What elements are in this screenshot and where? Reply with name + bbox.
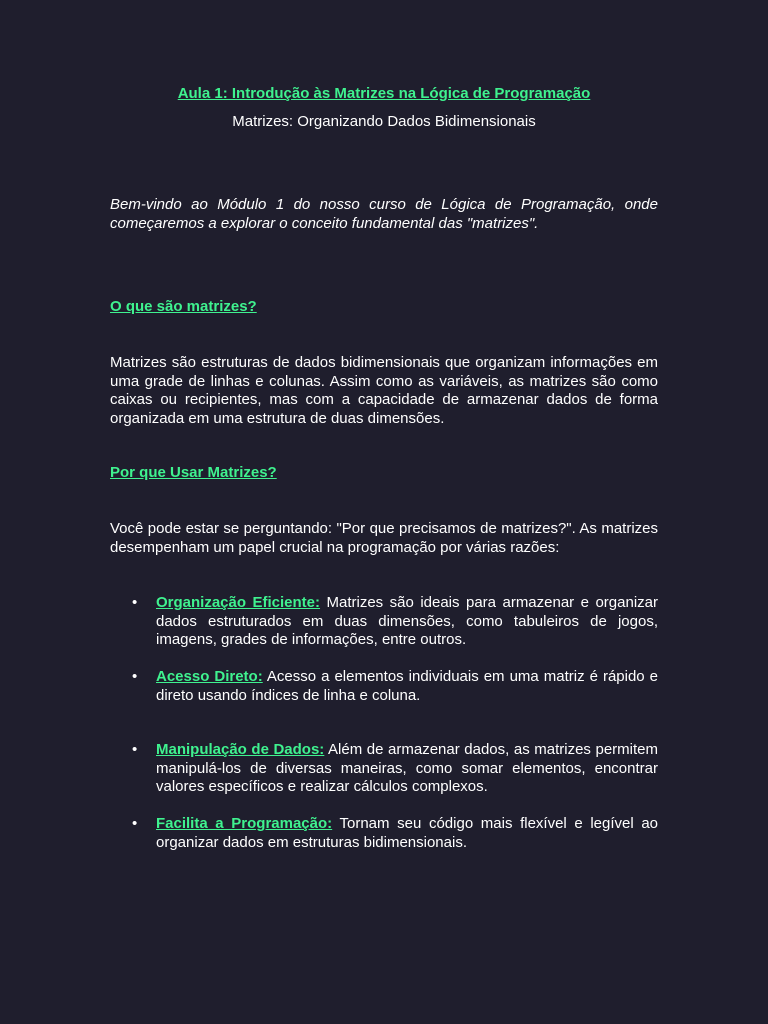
bullet-icon: • — [132, 741, 138, 758]
intro-paragraph: Bem-vindo ao Módulo 1 do nosso curso de Lógica de Programação, onde começaremos a explorar o conceito fundamental das "matrizes". — [110, 196, 658, 232]
list-item-text: Além de armazenar dados, as matrizes permitem manipulá-los de diversas maneiras, como somar elementos, encontrar valores específicos e realizar cálculos complexos. — [156, 741, 659, 795]
list-item — [132, 741, 659, 797]
section-body-why-use-matrices: Você pode estar se perguntando: "Por que precisamos de matrizes?". As matrizes desempenham um papel crucial na programação por várias razões: — [110, 520, 658, 556]
list-item-term: Organização Eficiente: — [156, 594, 321, 611]
list-item-term: Manipulação de Dados: — [156, 741, 325, 758]
section-heading-why-use-matrices: Por que Usar Matrizes? — [110, 464, 277, 481]
bullet-icon: • — [132, 815, 138, 832]
bullet-icon: • — [132, 668, 138, 685]
list-item — [132, 594, 658, 650]
list-item-text: Tornam seu código mais flexível e legível ao organizar dados em estruturas bidimensionais. — [156, 815, 659, 851]
bullet-icon: • — [132, 594, 138, 611]
list-item — [132, 668, 658, 705]
section-body-what-are-matrices: Matrizes são estruturas de dados bidimensionais que organizam informações em uma grade de linhas e colunas. Assim como as variáveis, as matrizes são como caixas ou recipientes, mas com a capacidade de armazenar dados de forma organizada em uma estrutura de duas dimensões. — [110, 354, 658, 427]
list-item-text: Matrizes são ideais para armazenar e organizar dados estruturados em duas dimensões, como tabuleiros de jogos, imagens, grades de informações, entre outros. — [156, 594, 658, 648]
list-item-term: Acesso Direto: — [156, 668, 263, 685]
list-item-text: Acesso a elementos individuais em uma matriz é rápido e direto usando índices de linha e coluna. — [156, 668, 658, 704]
list-item — [132, 815, 659, 852]
section-heading-what-are-matrices: O que são matrizes? — [110, 298, 257, 315]
page-subtitle: Matrizes: Organizando Dados Bidimensionais — [232, 113, 536, 130]
page-title: Aula 1: Introdução às Matrizes na Lógica de Programação — [177, 85, 591, 102]
list-item-term: Facilita a Programação: — [156, 815, 333, 832]
